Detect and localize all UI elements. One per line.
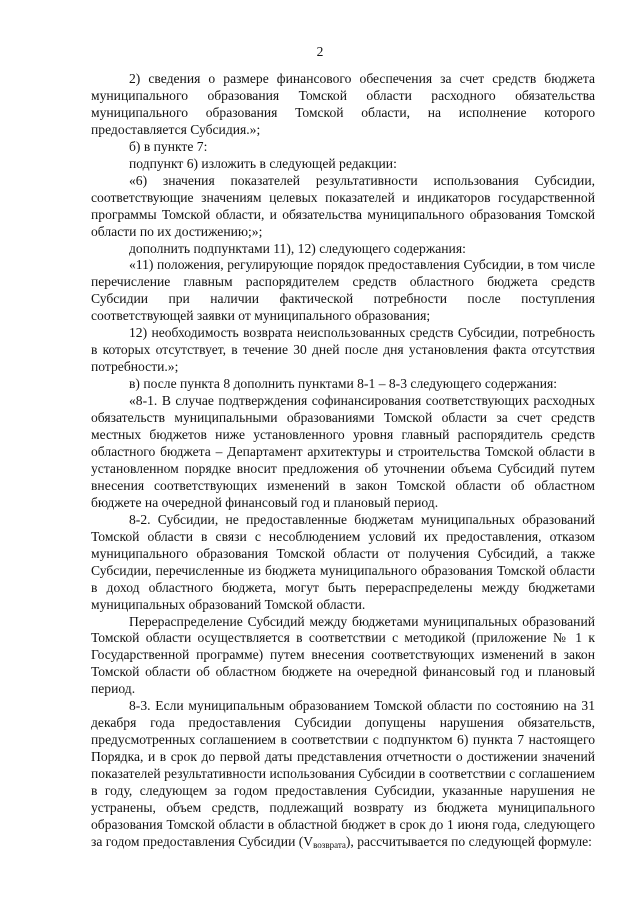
paragraph-8-2: 8-2. Субсидии, не предоставленные бюджетам муниципальных образований Томской области в связи с несоблюдением условий их предоставления, отказом муниципального образования Томской области от получения Субсидий, а также Субсидии, перечисленные из бюджета муниципального образования Томской области в доход областного бюджета, могут быть перераспределены между бюджетами муниципальных образований Томской области. <box>91 511 595 612</box>
formula-symbol: V <box>303 833 314 849</box>
document-body <box>91 71 595 851</box>
paragraph-add-subitems-intro: дополнить подпунктами 11), 12) следующего содержания: <box>129 240 466 256</box>
paragraph-subitem-2: 2) сведения о размере финансового обеспечения за счет средств бюджета муниципального образования Томской области расходного обязательства муниципального образования Томской области, на исполнение которого предоставляется Субсидия.»; <box>91 71 595 137</box>
paragraph-subitem-11: «11) положения, регулирующие порядок предоставления Субсидии, в том числе перечисление главным распорядителем средств областного бюджета средств Субсидии при наличии фактической потребности после поступления соответствующей заявки от муниципального образования; <box>91 257 595 324</box>
paragraph-redistribution: Перераспределение Субсидий между бюджетами муниципальных образований Томской области осуществляется в соответствии с методикой (приложение № 1 к Государственной программе) путем внесения соответствующих изменений в закон Томской области об областном бюджете на очередной финансовый год и плановый период. <box>91 613 595 697</box>
paragraph-item-b: б) в пункте 7: <box>129 138 208 154</box>
paragraph-item-v: в) после пункта 8 дополнить пунктами 8-1 – 8-3 следующего содержания: <box>129 376 558 392</box>
formula-tail: ), рассчитывается по следующей формуле: <box>345 833 592 849</box>
paragraph-8-1: «8-1. В случае подтверждения софинансирования соответствующих расходных обязательств муниципальными образованиями Томской области за счет средств местных бюджетов ниже установленного уровня главный распорядитель средств областного бюджета – Департамент архитектуры и строительства Томской области в установленном порядке вносит предложения об уточнении объема Субсидий путем внесения соответствующих изменений в закон Томской области об областном бюджете на очередной финансовый год и плановый период. <box>91 393 595 510</box>
paragraph-subitem-6-intro: подпункт 6) изложить в следующей редакции: <box>129 155 397 171</box>
formula-subscript: возврата <box>313 839 346 850</box>
paragraph-8-3-text: 8-3. Если муниципальным образованием Томской области по состоянию на 31 декабря года предоставления Субсидии допущены нарушения обязательств, предусмотренных соглашением в соответствии с подпунктом 6) пункта 7 настоящего Порядка, и в срок до первой даты представления отчетности о достижении значений показателей результативности использования Субсидии в соответствии с соглашением в году, следующем за годом предоставления Субсидии, указанные нарушения не устранены, объем средств, подлежащий возврату из бюджета муниципального образования Томской области в областной бюджет в срок до 1 июня года, следующего за годом предоставления Субсидии ( <box>91 698 595 849</box>
paragraph-8-3 <box>91 698 595 851</box>
page-number: 2 <box>316 44 324 59</box>
paragraph-subitem-12: 12) необходимость возврата неиспользованных средств Субсидии, потребность в которых отсутствует, в течение 30 дней после дня установления факта отсутствия потребности.»; <box>91 325 595 375</box>
paragraph-subitem-6: «6) значения показателей результативности использования Субсидии, соответствующие значениям целевых показателей и индикаторов государственной программы Томской области, и обязательства муниципального образования Томской области по их достижению;»; <box>91 172 595 239</box>
